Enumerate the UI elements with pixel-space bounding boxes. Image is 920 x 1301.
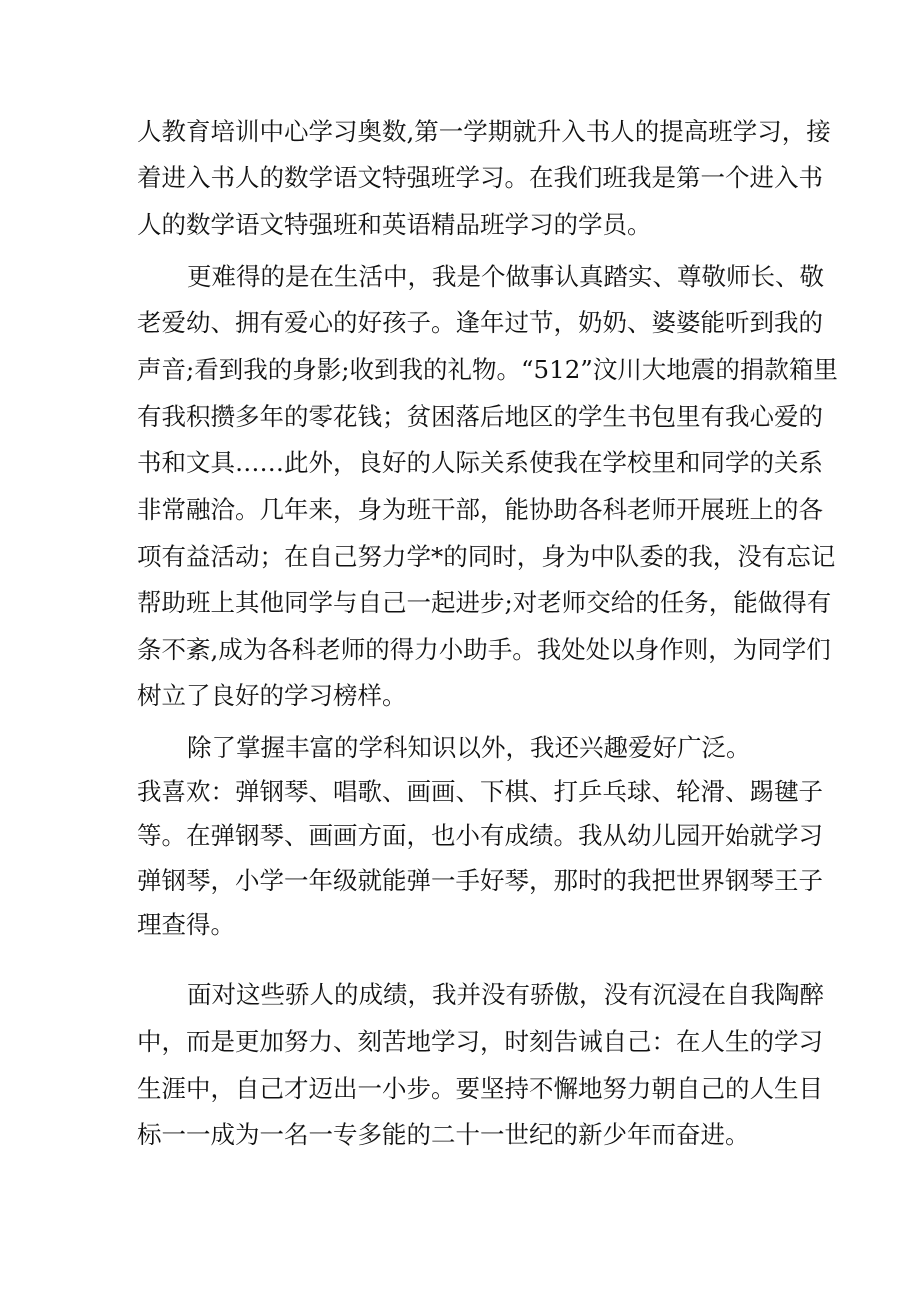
text-line: 条不紊,成为各科老师的得力小助手。我处处以身作则，为同学们 bbox=[137, 635, 831, 664]
text-line: 除了掌握丰富的学科知识以外，我还兴趣爱好广泛。 bbox=[187, 733, 751, 762]
text-line: 声音;看到我的身影;收到我的礼物。“512”汶川大地震的捐款箱里 bbox=[137, 355, 838, 384]
text-line: 标一一成为一名一专多能的二十一世纪的新少年而奋进。 bbox=[137, 1120, 750, 1149]
text-line: 书和文具……此外，良好的人际关系使我在学校里和同学的关系 bbox=[137, 448, 823, 477]
text-line: 人教育培训中心学习奥数,第一学期就升入书人的提高班学习，接 bbox=[137, 117, 831, 146]
text-line: 更难得的是在生活中，我是个做事认真踏实、尊敬师长、敬 bbox=[187, 262, 824, 291]
text-line: 着进入书人的数学语文特强班学习。在我们班我是第一个进入书 bbox=[137, 163, 823, 192]
text-line: 有我积攒多年的零花钱；贫困落后地区的学生书包里有我心爱的 bbox=[137, 402, 823, 431]
text-line: 项有益活动；在自己努力学*的同时，身为中队委的我，没有忘记 bbox=[137, 542, 836, 571]
text-line: 帮助班上其他同学与自己一起进步;对老师交给的任务，能做得有 bbox=[137, 588, 832, 617]
text-line: 面对这些骄人的成绩，我并没有骄傲，没有沉浸在自我陶醉 bbox=[187, 980, 824, 1009]
text-line: 我喜欢：弹钢琴、唱歌、画画、下棋、打乒乓球、轮滑、踢毽子 bbox=[137, 777, 823, 806]
text-line: 老爱幼、拥有爱心的好孩子。逢年过节，奶奶、婆婆能听到我的 bbox=[137, 308, 823, 337]
text-line: 中，而是更加努力、刻苦地学习，时刻告诫自己：在人生的学习 bbox=[137, 1027, 823, 1056]
text-line: 理查得。 bbox=[137, 910, 235, 939]
text-line: 非常融洽。几年来，身为班干部，能协助各科老师开展班上的各 bbox=[137, 495, 823, 524]
text-line: 弹钢琴，小学一年级就能弹一手好琴，那时的我把世界钢琴王子 bbox=[137, 866, 823, 895]
text-line: 树立了良好的学习榜样。 bbox=[137, 681, 407, 710]
text-line: 等。在弹钢琴、画画方面，也小有成绩。我从幼儿园开始就学习 bbox=[137, 821, 823, 850]
text-line: 人的数学语文特强班和英语精品班学习的学员。 bbox=[137, 210, 652, 239]
text-line: 生涯中，自己才迈出一小步。要坚持不懈地努力朝自己的人生目 bbox=[137, 1074, 823, 1103]
